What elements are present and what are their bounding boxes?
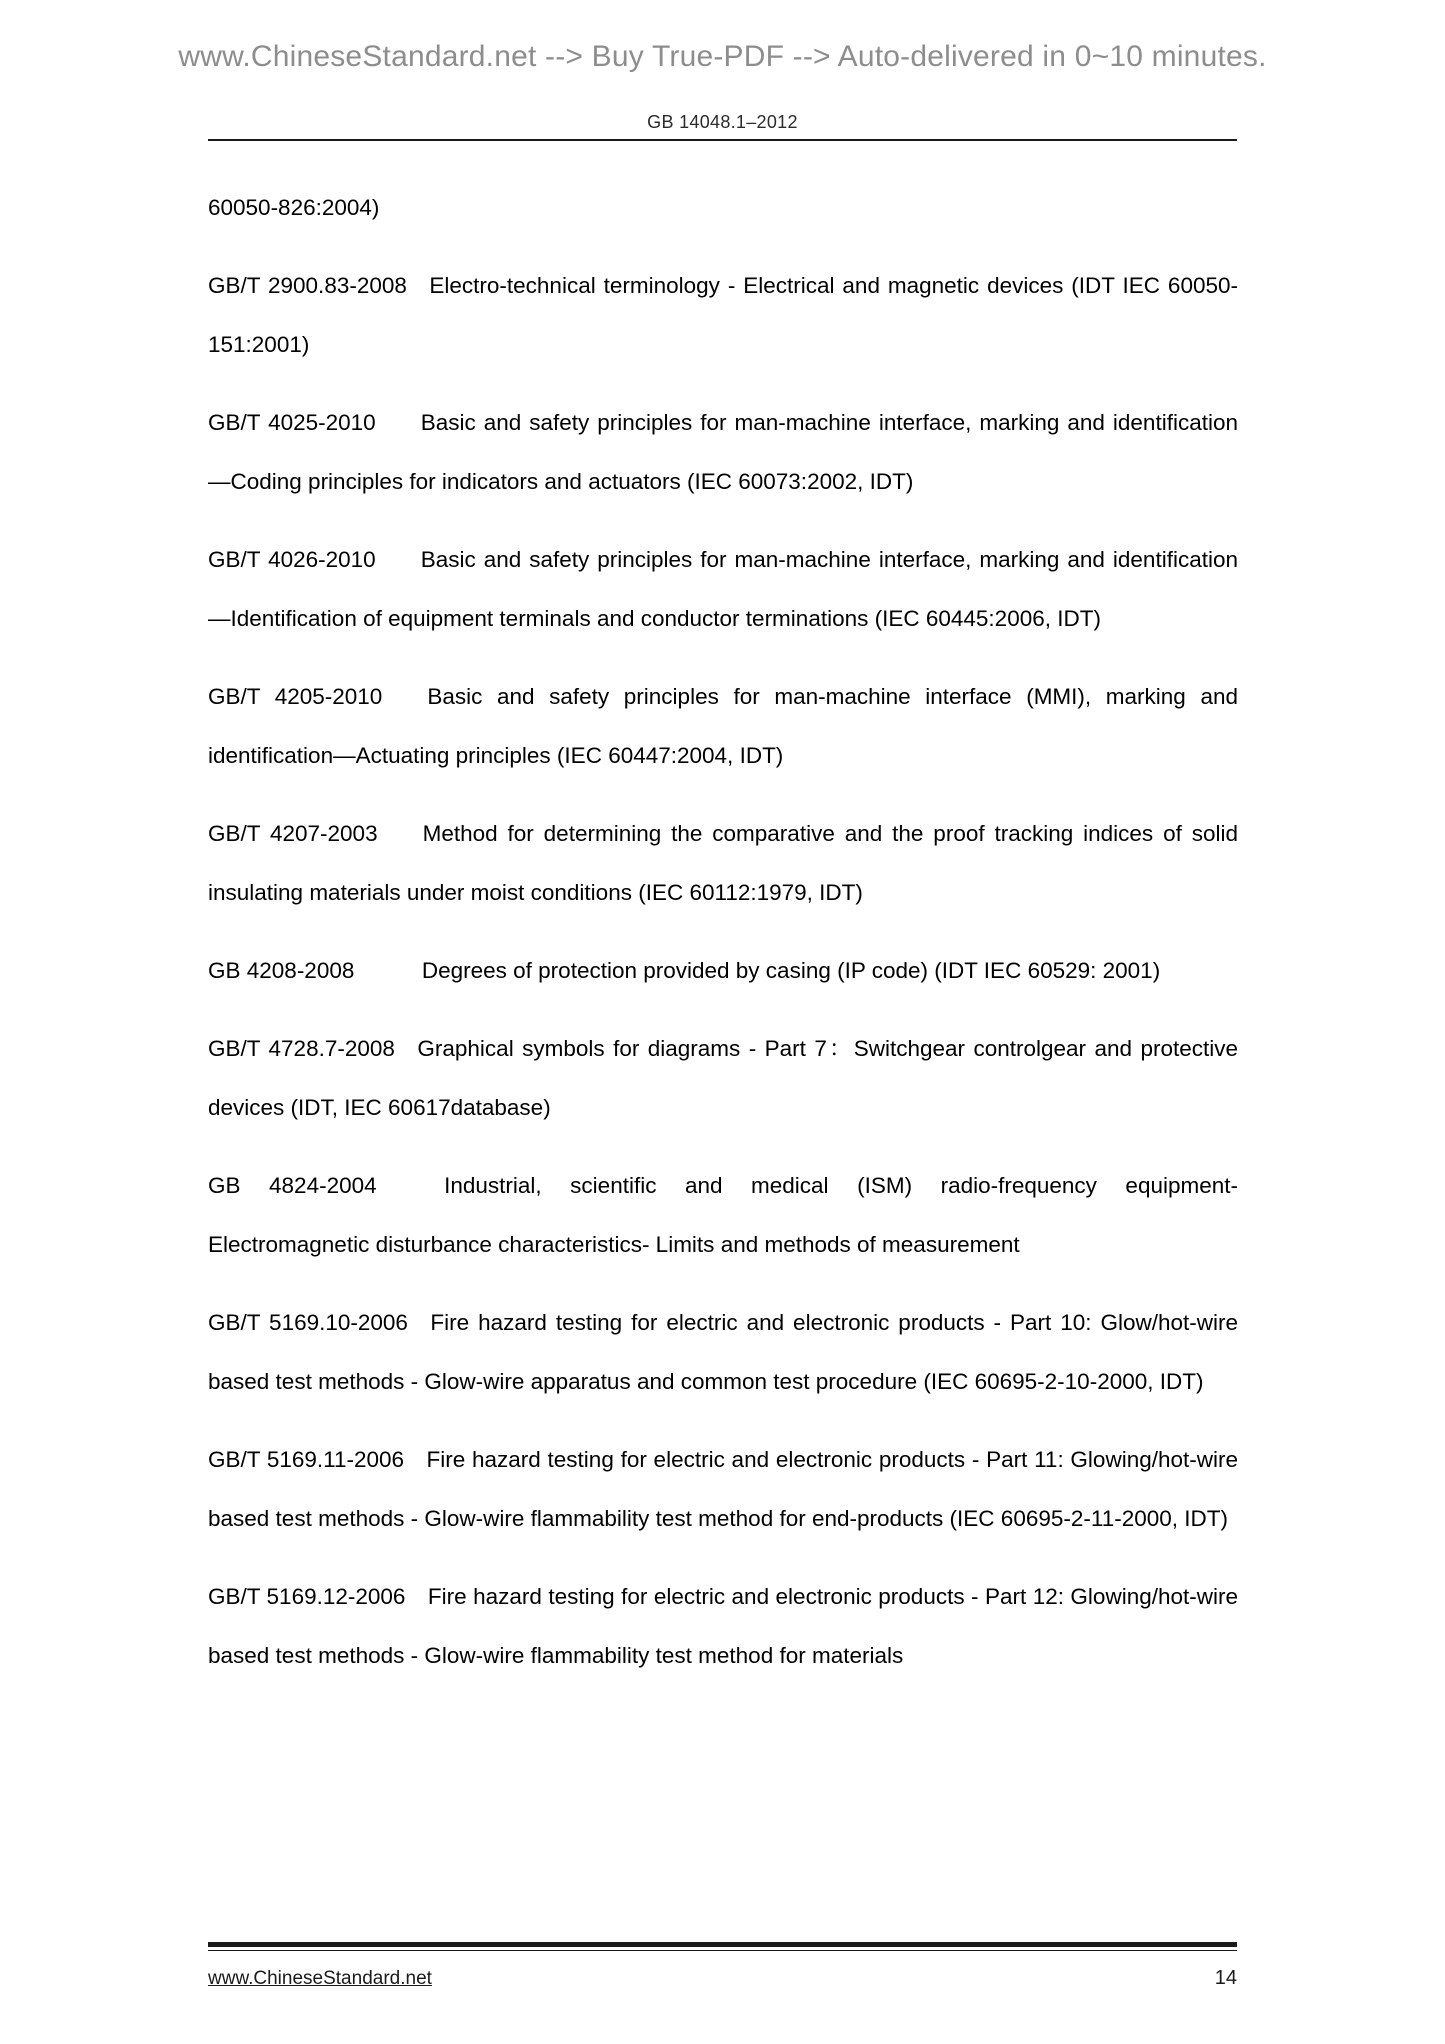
body-paragraph: GB/T 5169.11-2006 Fire hazard testing for electric and electronic products - Part 11: Glowing/hot-wire based test methods - Glow-wire flammability test method for end-products (IEC 60695-2-11-2000, IDT) [208,1447,1238,1531]
body-paragraph: GB 4824-2004 Industrial, scientific and medical (ISM) radio-frequency equipment-Electromagnetic disturbance characteristics- Limits and methods of measurement [208,1173,1238,1257]
body-paragraph: GB/T 4026-2010 Basic and safety principles for man-machine interface, marking and identification—Identification of equipment terminals and conductor terminations (IEC 60445:2006, IDT) [208,547,1238,631]
body-paragraph: GB 4208-2008 Degrees of protection provided by casing (IP code) (IDT IEC 60529: 2001) [208,958,1161,983]
body-paragraph: 60050-826:2004) [208,195,380,220]
footer-divider-rule-thick [208,1942,1237,1947]
running-header [208,112,1237,141]
footer-divider-rule-thin [208,1950,1237,1951]
body-paragraph: GB/T 4207-2003 Method for determining the comparative and the proof tracking indices of solid insulating materials under moist conditions (IEC 60112:1979, IDT) [208,821,1238,905]
body-paragraph: GB/T 5169.10-2006 Fire hazard testing for electric and electronic products - Part 10: Glow/hot-wire based test methods - Glow-wire apparatus and common test procedure (IEC 60695-2-10-2000, IDT) [208,1310,1238,1394]
footer-content-row [208,1967,1237,1990]
body-paragraph: GB/T 5169.12-2006 Fire hazard testing for electric and electronic products - Part 12: Glowing/hot-wire based test methods - Glow-wire flammability test method for materials [208,1584,1238,1668]
promo-watermark-text: www.ChineseStandard.net --> Buy True-PDF --> Auto-delivered in 0~10 minutes. [178,40,1267,73]
footer-site-link[interactable]: www.ChineseStandard.net [208,1968,432,1989]
document-body [208,178,1238,1685]
body-paragraph: GB/T 4728.7-2008 Graphical symbols for diagrams - Part 7：Switchgear controlgear and protective devices (IDT, IEC 60617database) [208,1036,1238,1120]
running-footer [208,1942,1237,1990]
header-divider-rule [208,139,1237,141]
header-standard-number: GB 14048.1–2012 [647,112,798,132]
body-paragraph: GB/T 2900.83-2008 Electro-technical terminology - Electrical and magnetic devices (IDT IEC 60050-151:2001) [208,273,1238,357]
body-paragraph: GB/T 4025-2010 Basic and safety principles for man-machine interface, marking and identification—Coding principles for indicators and actuators (IEC 60073:2002, IDT) [208,410,1238,494]
footer-page-number: 14 [1214,1967,1237,1989]
body-paragraph: GB/T 4205-2010 Basic and safety principles for man-machine interface (MMI), marking and identification—Actuating principles (IEC 60447:2004, IDT) [208,684,1238,768]
